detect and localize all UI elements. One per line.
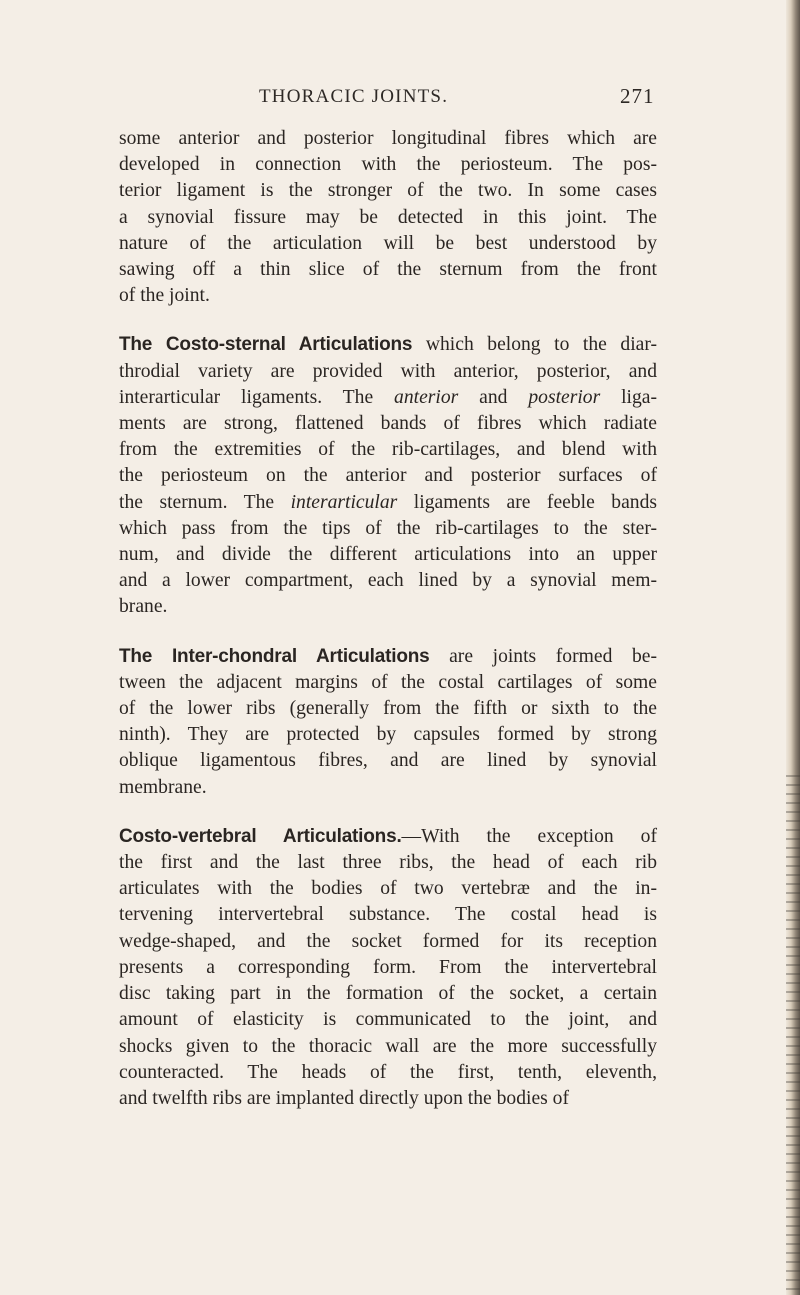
italic-term: anterior	[394, 386, 459, 408]
text-span: the first and the last three ribs, the head of each rib	[119, 852, 657, 874]
text-span: ligaments are feeble bands	[397, 491, 658, 513]
text-span: and	[458, 386, 529, 408]
body-text	[119, 126, 657, 1112]
paragraph	[119, 126, 657, 309]
text-line	[119, 152, 657, 178]
text-line	[119, 850, 657, 876]
text-span: the periosteum on the anterior and posterior surfaces of	[119, 465, 657, 487]
section-heading: The Inter-chondral Articulations	[119, 645, 430, 667]
page-number: 271	[620, 84, 655, 108]
text-line	[119, 257, 657, 283]
paragraph-gap	[119, 801, 657, 824]
text-line	[119, 1086, 657, 1112]
text-span: terior ligament is the stronger of the two. In some cases	[119, 180, 657, 202]
paragraph	[119, 644, 657, 801]
text-line	[119, 490, 657, 516]
text-line	[119, 126, 657, 152]
italic-term: interarticular	[290, 491, 398, 513]
text-span: the sternum. The	[119, 491, 291, 513]
text-line	[119, 463, 657, 489]
paragraph-gap	[119, 309, 657, 332]
text-span: a synovial fissure may be detected in this joint. The	[119, 206, 657, 228]
text-line	[119, 594, 657, 620]
text-span: membrane.	[119, 776, 207, 798]
text-line	[119, 568, 657, 594]
section-heading: Costo-vertebral Articulations.	[119, 825, 402, 847]
text-line	[119, 748, 657, 774]
text-span: are joints formed be-	[429, 645, 657, 667]
text-line	[119, 696, 657, 722]
text-span: liga-	[600, 386, 657, 408]
text-line	[119, 876, 657, 902]
text-line	[119, 178, 657, 204]
page-edge-shadow	[786, 775, 800, 1295]
text-span: interarticular ligaments. The	[119, 386, 395, 408]
text-span: and twelfth ribs are implanted directly upon the bodies of	[119, 1087, 569, 1109]
text-line	[119, 359, 657, 385]
text-span: disc taking part in the formation of the socket, a certain	[119, 983, 657, 1005]
text-span: some anterior and posterior longitudinal fibres which are	[119, 128, 657, 149]
text-line	[119, 205, 657, 231]
text-line	[119, 437, 657, 463]
text-span: tervening intervertebral substance. The costal head is	[119, 904, 657, 926]
text-line	[119, 332, 657, 358]
text-span: counteracted. The heads of the first, tenth, eleventh,	[119, 1061, 657, 1083]
text-line	[119, 542, 657, 568]
text-span: and a lower compartment, each lined by a synovial mem-	[119, 570, 657, 592]
text-span: brane.	[119, 596, 168, 618]
text-span: which pass from the tips of the rib-cartilages to the ster-	[119, 517, 657, 539]
text-line	[119, 824, 657, 850]
text-line	[119, 981, 657, 1007]
text-line	[119, 385, 657, 411]
text-span: num, and divide the different articulations into an upper	[119, 544, 657, 566]
text-span: developed in connection with the periosteum. The pos-	[119, 154, 657, 176]
paragraph	[119, 332, 657, 620]
text-span: throdial variety are provided with anterior, posterior, and	[119, 360, 657, 382]
text-line	[119, 722, 657, 748]
text-span: wedge-shaped, and the socket formed for its reception	[119, 930, 657, 952]
text-span: shocks given to the thoracic wall are the more successfully	[119, 1035, 657, 1057]
text-span: —With the exception of	[401, 825, 658, 847]
text-span: of the lower ribs (generally from the fifth or sixth to the	[119, 698, 657, 720]
text-line	[119, 411, 657, 437]
text-span: presents a corresponding form. From the intervertebral	[119, 956, 657, 978]
paragraph	[119, 824, 657, 1112]
paragraph-gap	[119, 621, 657, 644]
text-line	[119, 955, 657, 981]
text-span: from the extremities of the rib-cartilages, and blend with	[119, 439, 657, 461]
text-span: ments are strong, flattened bands of fibres which radiate	[119, 413, 657, 435]
text-span: sawing off a thin slice of the sternum from the front	[119, 259, 657, 281]
italic-term: posterior	[528, 386, 601, 408]
text-span: ninth). They are protected by capsules formed by strong	[119, 724, 657, 746]
text-span: nature of the articulation will be best understood by	[119, 232, 657, 254]
section-heading: The Costo-sternal Articulations	[119, 334, 413, 356]
text-line	[119, 902, 657, 928]
text-line	[119, 1060, 657, 1086]
text-span: amount of elasticity is communicated to the joint, and	[119, 1009, 657, 1031]
text-line	[119, 231, 657, 257]
text-span: articulates with the bodies of two vertebræ and the in-	[119, 878, 657, 900]
text-line	[119, 516, 657, 542]
running-head: THORACIC JOINTS.	[259, 86, 449, 107]
text-span: oblique ligamentous fibres, and are lined by synovial	[119, 750, 657, 772]
text-span: tween the adjacent margins of the costal cartilages of some	[119, 671, 657, 693]
text-line	[119, 929, 657, 955]
text-line	[119, 1034, 657, 1060]
text-span: of the joint.	[119, 285, 210, 307]
text-span: which belong to the diar-	[412, 334, 657, 356]
text-line	[119, 775, 657, 801]
text-line	[119, 1007, 657, 1033]
text-line	[119, 670, 657, 696]
text-line	[119, 644, 657, 670]
text-line	[119, 283, 657, 309]
